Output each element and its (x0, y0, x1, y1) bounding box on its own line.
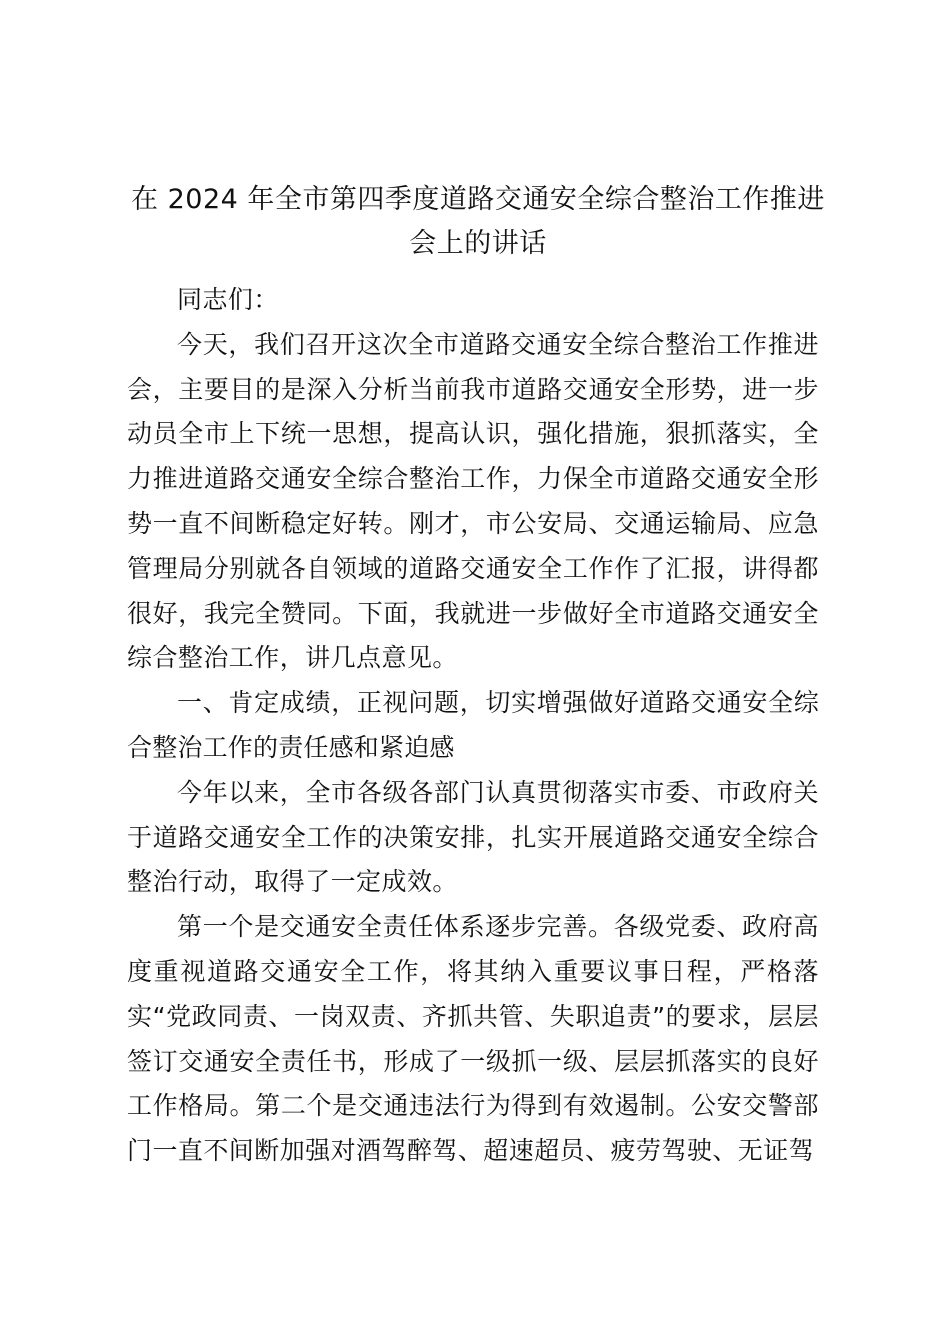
document-body (127, 278, 819, 1174)
section-heading: 一、肯定成绩，正视问题，切实增强做好道路交通安全综合整治工作的责任感和紧迫感 (127, 688, 819, 762)
details-paragraph: 第一个是交通安全责任体系逐步完善。各级党委、政府高度重视道路交通安全工作，将其纳入重要议事日程，严格落实“党政同责、一岗双责、齐抓共管、失职追责”的要求，层层签订交通安全责任书，形成了一级抓一级、层层抓落实的良好工作格局。第二个是交通违法行为得到有效遏制。公安交警部门一直不间断加强对酒驾醉驾、超速超员、疲劳驾驶、无证驾 (127, 912, 819, 1166)
salutation-paragraph: 同志们： (177, 285, 279, 314)
document-title: 在 2024 年全市第四季度道路交通安全综合整治工作推进会上的讲话 (131, 184, 825, 259)
intro-paragraph: 今天，我们召开这次全市道路交通安全综合整治工作推进会，主要目的是深入分析当前我市道路交通安全形势，进一步动员全市上下统一思想，提高认识，强化措施，狠抓落实，全力推进道路交通安全综合整治工作，力保全市道路交通安全形势一直不间断稳定好转。刚才，市公安局、交通运输局、应急管理局分别就各自领域的道路交通安全工作作了汇报，讲得都很好，我完全赞同。下面，我就进一步做好全市道路交通安全综合整治工作，讲几点意见。 (127, 329, 819, 673)
achievements-paragraph: 今年以来，全市各级各部门认真贯彻落实市委、市政府关于道路交通安全工作的决策安排，扎实开展道路交通安全综合整治行动，取得了一定成效。 (127, 777, 819, 897)
